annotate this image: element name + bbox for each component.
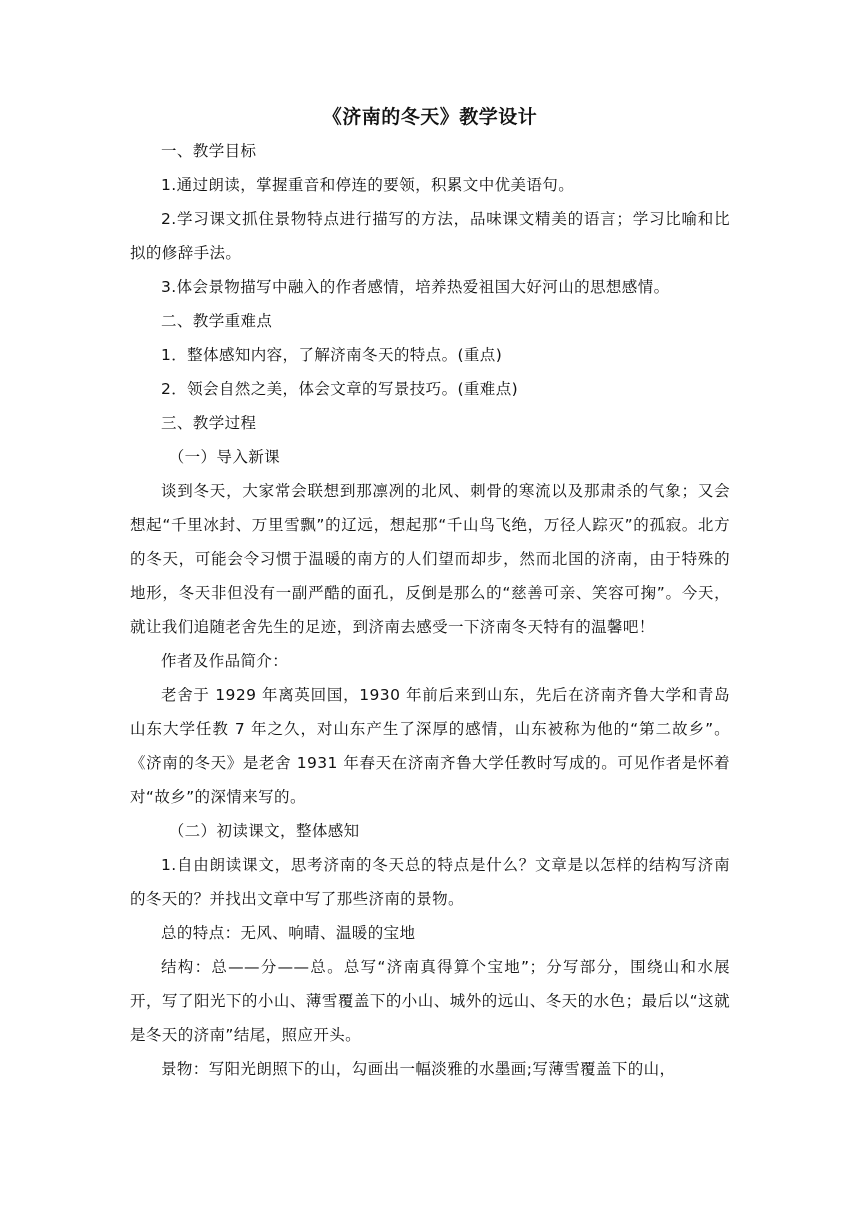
body-paragraph: （一）导入新课 [168,448,281,466]
body-paragraph: 结构：总——分——总。总写“济南真得算个宝地”；分写部分，围绕山和水展开，写了阳光下的小山、薄雪覆盖下的小山、城外的远山、冬天的水色；最后以“这就是冬天的济南”结尾，照应开头。 [130,958,730,1044]
body-paragraph: 二、教学重难点 [161,312,273,330]
body-paragraph: 2．领会自然之美，体会文章的写景技巧。(重难点) [161,380,519,398]
body-paragraph: 景物：写阳光朗照下的山，勾画出一幅淡雅的水墨画;写薄雪覆盖下的山， [161,1060,676,1078]
body-paragraph: （二）初读课文，整体感知 [168,822,360,840]
body-paragraph: 老舍于 1929 年离英回国，1930 年前后来到山东，先后在济南齐鲁大学和青岛山东大学任教 7 年之久，对山东产生了深厚的感情，山东被称为他的“第二故乡”。《济南的冬天》是老舍 1931 年春天在济南齐鲁大学任教时写成的。可见作者是怀着对“故乡”的深情来写的。 [130,686,730,806]
body-paragraph: 一、教学目标 [161,142,257,160]
body-paragraph: 谈到冬天，大家常会联想到那凛冽的北风、刺骨的寒流以及那肃杀的气象；又会想起“千里冰封、万里雪飘”的辽远，想起那“千山鸟飞绝，万径人踪灭”的孤寂。北方的冬天，可能会令习惯于温暖的南方的人们望而却步，然而北国的济南，由于特殊的地形，冬天非但没有一副严酷的面孔，反倒是那么的“慈善可亲、笑容可掬”。今天，就让我们追随老舍先生的足迹，到济南去感受一下济南冬天特有的温馨吧！ [130,482,730,636]
body-paragraph: 总的特点：无风、响晴、温暖的宝地 [161,924,416,942]
body-paragraph: 1.自由朗读课文，思考济南的冬天总的特点是什么？文章是以怎样的结构写济南的冬天的？并找出文章中写了那些济南的景物。 [130,856,730,908]
body-paragraph: 三、教学过程 [161,414,257,432]
body-paragraph: 作者及作品简介： [161,652,289,670]
body-paragraph: 1．整体感知内容，了解济南冬天的特点。(重点) [161,346,503,364]
body-paragraph: 2.学习课文抓住景物特点进行描写的方法，品味课文精美的语言；学习比喻和比拟的修辞手法。 [130,210,730,262]
document-title: 《济南的冬天》教学设计 [322,106,538,128]
body-paragraph: 3.体会景物描写中融入的作者感情，培养热爱祖国大好河山的思想感情。 [161,278,670,296]
document-page [130,100,730,1086]
document-body [130,134,730,1086]
body-paragraph: 1.通过朗读，掌握重音和停连的要领，积累文中优美语句。 [161,176,575,194]
